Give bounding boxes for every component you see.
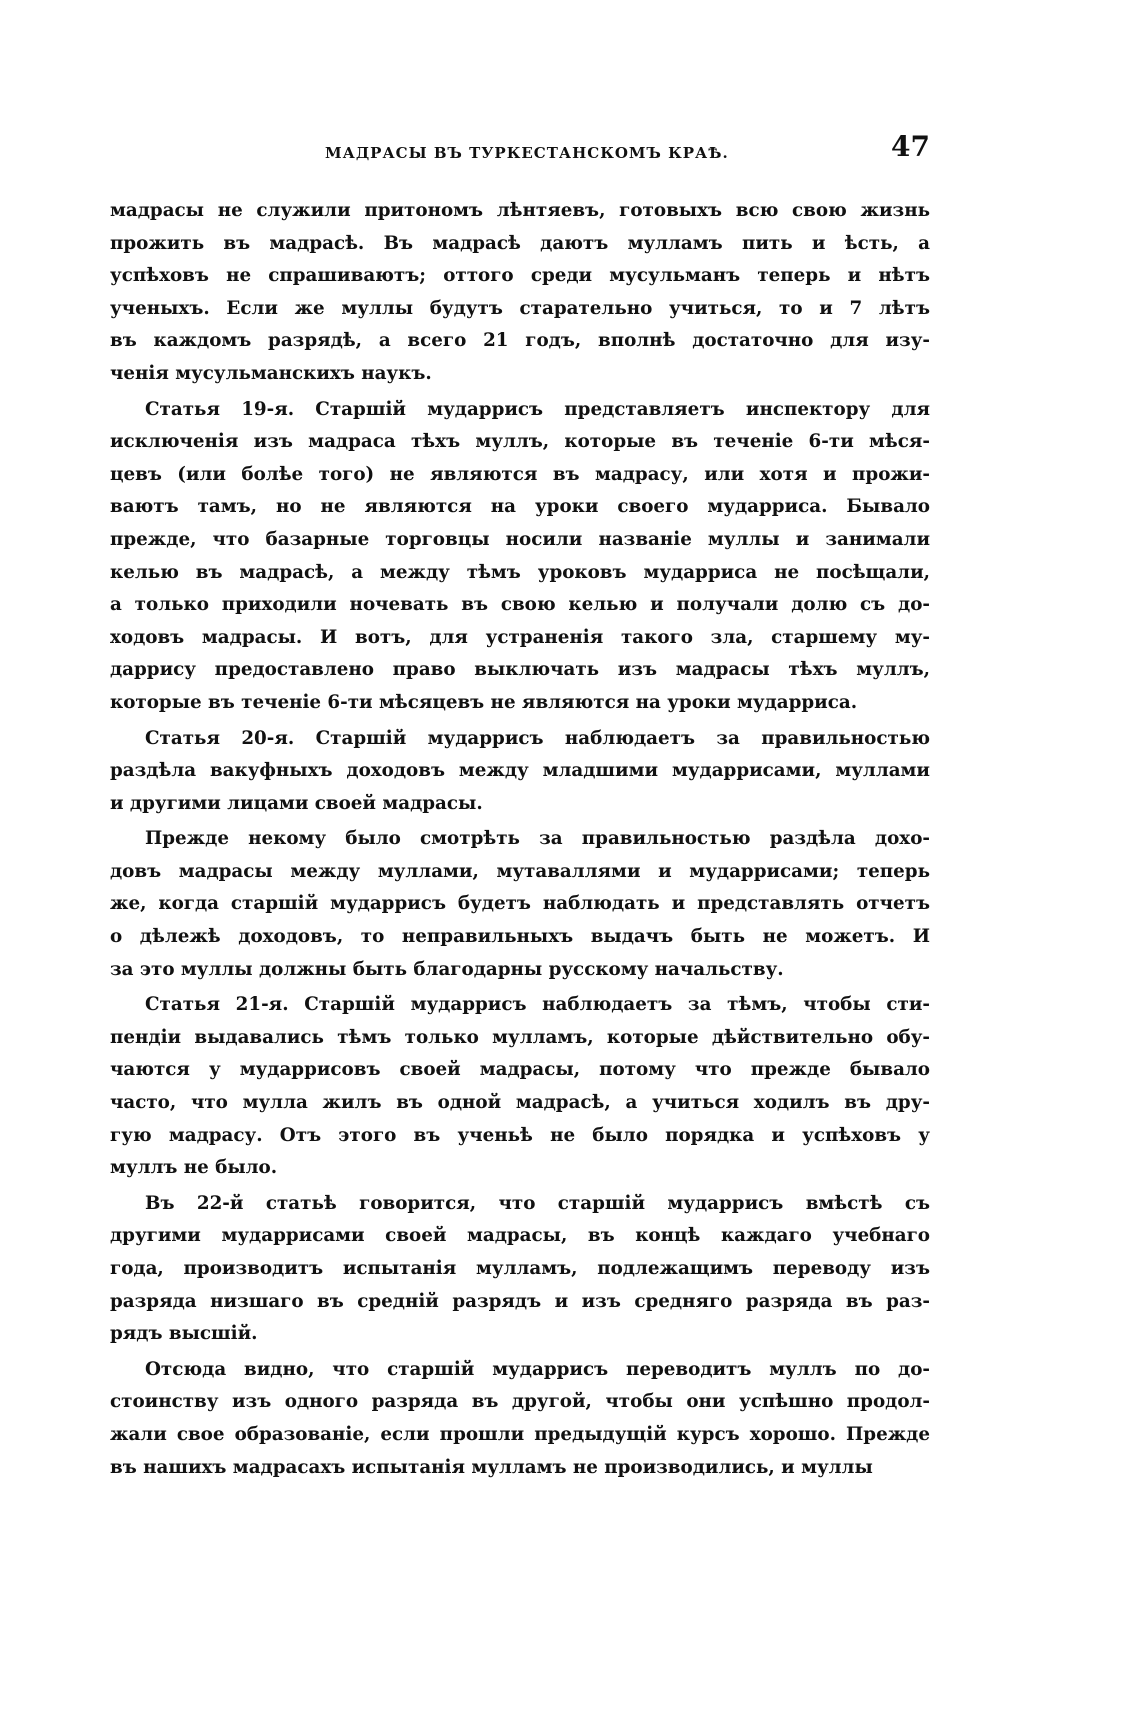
text-line: келью въ мадрасѣ, а между тѣмъ уроковъ мударриса не посѣщали, (110, 561, 930, 583)
text-line: которые въ теченіе 6-ти мѣсяцевъ не являются на уроки мударриса. (110, 691, 858, 713)
text-line: гую мадрасу. Отъ этого въ ученьѣ не было порядка и успѣховъ у (110, 1124, 930, 1146)
text-line: цевъ (или болѣе того) не являются въ мадрасу, или хотя и прожи- (110, 463, 930, 485)
paragraph (110, 394, 930, 720)
paragraph (110, 195, 930, 391)
text-line: пендіи выдавались тѣмъ только мулламъ, которые дѣйствительно обу- (110, 1026, 930, 1048)
text-line: ченія мусульманскихъ наукъ. (110, 362, 432, 384)
page-header (110, 128, 930, 168)
text-line: Статья 20-я. Старшій мударрисъ наблюдаетъ за правильностью (145, 727, 930, 749)
text-line: Статья 21-я. Старшій мударрисъ наблюдаетъ за тѣмъ, чтобы сти- (145, 994, 930, 1016)
text-line: ходовъ мадрасы. И вотъ, для устраненія такого зла, старшему му- (110, 626, 930, 648)
text-line: ваютъ тамъ, но не являются на уроки своего мударриса. Бывало (110, 496, 930, 518)
text-line: стоинству изъ одного разряда въ другой, чтобы они успѣшно продол- (110, 1391, 930, 1413)
text-line: а только приходили ночевать въ свою келью и получали долю съ до- (110, 594, 930, 616)
text-line: Въ 22-й статьѣ говорится, что старшій мударрисъ вмѣстѣ съ (145, 1192, 930, 1214)
text-line: довъ мадрасы между муллами, мутаваллями и мударрисами; теперь (110, 860, 930, 882)
text-line: прожить въ мадрасѣ. Въ мадрасѣ даютъ мулламъ пить и ѣсть, а (110, 232, 930, 254)
text-line: исключенія изъ мадраса тѣхъ муллъ, которые въ теченіе 6-ти мѣся- (110, 431, 930, 453)
text-line: раздѣла вакуфныхъ доходовъ между младшими мударрисами, муллами (110, 760, 930, 782)
text-line: же, когда старшій мударрисъ будетъ наблюдать и представлять отчетъ (110, 893, 930, 915)
text-line: и другими лицами своей мадрасы. (110, 792, 483, 814)
running-title: МАДРАСЫ ВЪ ТУРКЕСТАНСКОМЪ КРАѢ. (325, 144, 729, 162)
text-line: муллъ не было. (110, 1157, 278, 1179)
text-line: разряда низшаго въ средній разрядъ и изъ средняго разряда въ раз- (110, 1290, 930, 1312)
text-line: Отсюда видно, что старшій мударрисъ переводитъ муллъ по до- (145, 1358, 930, 1380)
body-text (110, 195, 930, 1484)
text-line: часто, что мулла жилъ въ одной мадрасѣ, а учиться ходилъ въ дру- (110, 1092, 930, 1114)
text-line: за это муллы должны быть благодарны русскому начальству. (110, 958, 784, 980)
text-line: рядъ высшій. (110, 1323, 258, 1345)
text-line: въ нашихъ мадрасахъ испытанія мулламъ не производились, и муллы (110, 1456, 873, 1478)
text-line: жали свое образованіе, если прошли предыдущій курсъ хорошо. Прежде (110, 1423, 930, 1445)
text-line: Прежде некому было смотрѣть за правильностью раздѣла дохо- (145, 828, 930, 850)
page-number: 47 (891, 130, 930, 163)
text-line: успѣховъ не спрашиваютъ; оттого среди мусульманъ теперь и нѣтъ (110, 265, 930, 287)
paragraph (110, 723, 930, 821)
paragraph (110, 1188, 930, 1351)
paragraph (110, 989, 930, 1185)
text-line: даррису предоставлено право выключать изъ мадрасы тѣхъ муллъ, (110, 659, 930, 681)
text-line: чаются у мударрисовъ своей мадрасы, потому что прежде бывало (110, 1059, 930, 1081)
text-line: Статья 19-я. Старшій мударрисъ представляетъ инспектору для (145, 398, 930, 420)
paragraph (110, 1354, 930, 1484)
text-line: о дѣлежѣ доходовъ, то неправильныхъ выдачъ быть не можетъ. И (110, 926, 930, 948)
paragraph (110, 823, 930, 986)
text-line: въ каждомъ разрядѣ, а всего 21 годъ, вполнѣ достаточно для изу- (110, 330, 930, 352)
text-line: года, производитъ испытанія мулламъ, подлежащимъ переводу изъ (110, 1258, 930, 1279)
text-line: ученыхъ. Если же муллы будутъ старательно учиться, то и 7 лѣтъ (110, 297, 930, 319)
text-line: мадрасы не служили притономъ лѣнтяевъ, готовыхъ всю свою жизнь (110, 200, 930, 221)
text-line: прежде, что базарные торговцы носили названіе муллы и занимали (110, 528, 930, 550)
text-line: другими мударрисами своей мадрасы, въ концѣ каждаго учебнаго (110, 1225, 930, 1247)
